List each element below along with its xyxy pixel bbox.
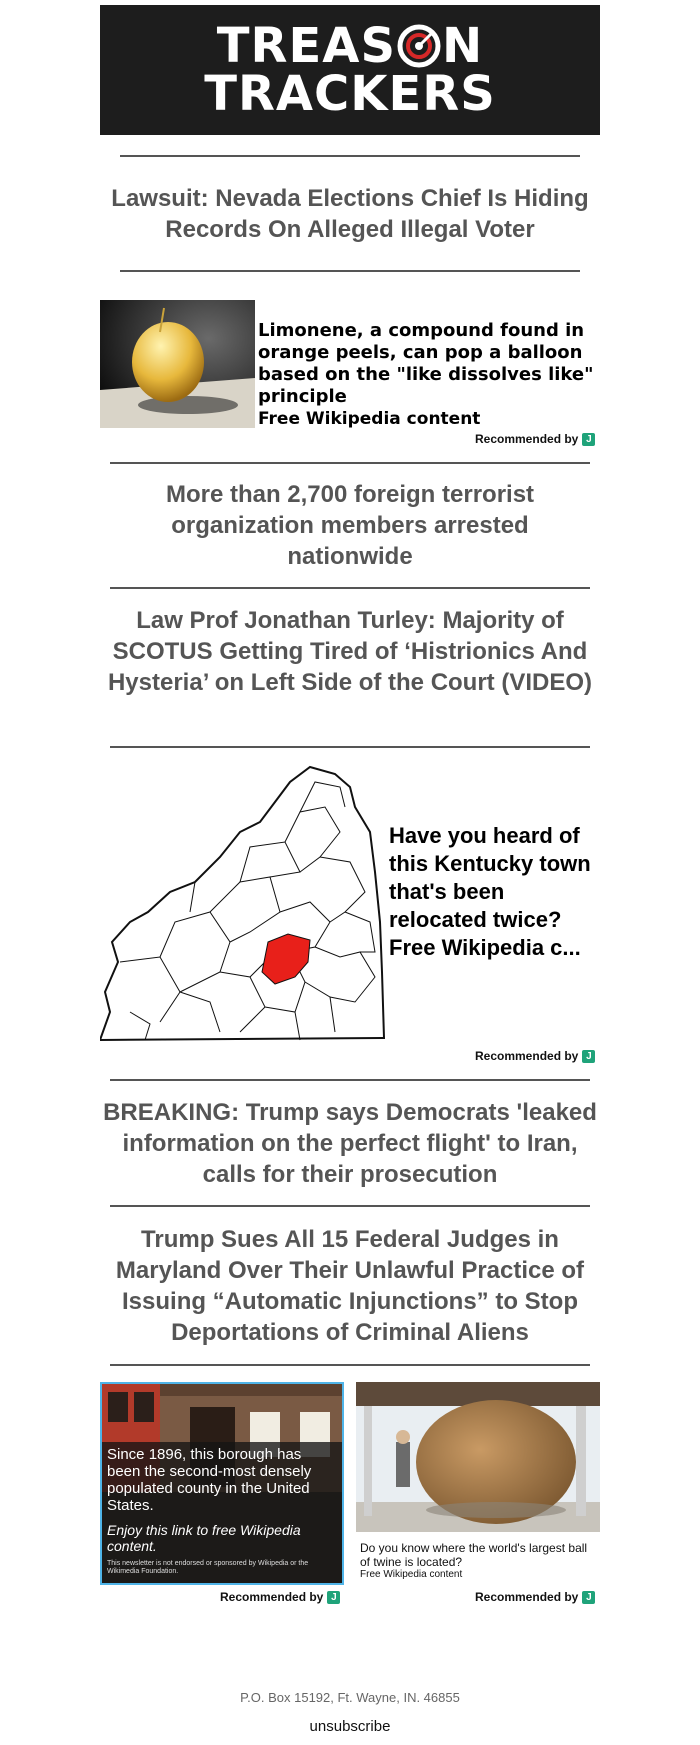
divider xyxy=(120,270,580,272)
ad-disclaimer: This newsletter is not endorsed or sponsored by Wikipedia or the Wikimedia Foundation. xyxy=(107,1560,309,1575)
recommended-by-label[interactable] xyxy=(475,1590,595,1604)
divider xyxy=(110,746,590,748)
balloon-thumbnail xyxy=(100,300,255,428)
divider xyxy=(110,1205,590,1207)
logo-text-part: TREAS xyxy=(216,18,397,74)
headline-link[interactable]: Lawsuit: Nevada Elections Chief Is Hiding Records On Alleged Illegal Voter xyxy=(111,185,589,243)
ad-text: Have you heard of this Kentucky town that's been relocated twice? Free Wikipedia c... xyxy=(389,823,591,960)
ad-source: Free Wikipedia content xyxy=(258,409,481,429)
divider xyxy=(120,155,580,157)
ad-text: Limonene, a compound found in orange peels, can pop a balloon based on the "like dissolves like" principle xyxy=(258,320,594,407)
recommended-ad-kentucky[interactable] xyxy=(100,762,600,1042)
recommended-text: Recommended by xyxy=(475,1590,579,1604)
recommended-text: Recommended by xyxy=(475,1049,579,1063)
unsubscribe-link[interactable]: unsubscribe xyxy=(309,1718,391,1735)
recommended-by-label[interactable] xyxy=(475,1049,595,1063)
recommended-text: Recommended by xyxy=(475,432,579,446)
ad-text: Do you know where the world's largest ball of twine is located? xyxy=(360,1541,588,1569)
headline-link[interactable]: Law Prof Jonathan Turley: Majority of SCOTUS Getting Tired of ‘Histrionics And Hysteria’ on Left Side of the Court (VIDEO) xyxy=(107,607,593,696)
divider xyxy=(110,1079,590,1081)
ad-source: Free Wikipedia content xyxy=(360,1569,463,1580)
recommended-ad-twine[interactable] xyxy=(356,1382,600,1582)
recommender-logo-icon: J xyxy=(582,433,595,446)
headline-link[interactable]: BREAKING: Trump says Democrats 'leaked information on the perfect flight' to Iran, calls for their prosecution xyxy=(103,1099,597,1188)
recommender-logo-icon: J xyxy=(327,1591,340,1604)
headline-link[interactable]: Trump Sues All 15 Federal Judges in Maryland Over Their Unlawful Practice of Issuing “Automatic Injunctions” to Stop Deportations of Criminal Aliens xyxy=(115,1226,585,1346)
divider xyxy=(110,1364,590,1366)
twine-photo xyxy=(356,1382,600,1532)
logo-line-2: TRACKERS xyxy=(204,66,496,122)
recommended-text: Recommended by xyxy=(220,1590,324,1604)
recommender-logo-icon: J xyxy=(582,1050,595,1063)
kentucky-map-thumbnail xyxy=(100,762,385,1042)
target-icon xyxy=(397,24,441,68)
recommender-logo-icon: J xyxy=(582,1591,595,1604)
divider xyxy=(110,462,590,464)
logo-banner[interactable] xyxy=(100,5,600,135)
recommended-by-label[interactable] xyxy=(475,432,595,446)
divider xyxy=(110,587,590,589)
ad-text: Since 1896, this borough has been the second-most densely populated county in the United States. xyxy=(107,1446,312,1514)
footer-address: P.O. Box 15192, Ft. Wayne, IN. 46855 xyxy=(240,1690,460,1705)
recommended-ad-balloon[interactable] xyxy=(100,300,600,428)
logo-text-part: N xyxy=(442,18,484,74)
logo-line-1 xyxy=(216,18,484,74)
headline-link[interactable]: More than 2,700 foreign terrorist organization members arrested nationwide xyxy=(165,481,535,570)
recommended-ad-borough[interactable] xyxy=(100,1382,344,1585)
recommended-by-label[interactable] xyxy=(220,1590,340,1604)
borough-overlay xyxy=(102,1442,342,1583)
ad-cta: Enjoy this link to free Wikipedia content. xyxy=(107,1522,301,1554)
